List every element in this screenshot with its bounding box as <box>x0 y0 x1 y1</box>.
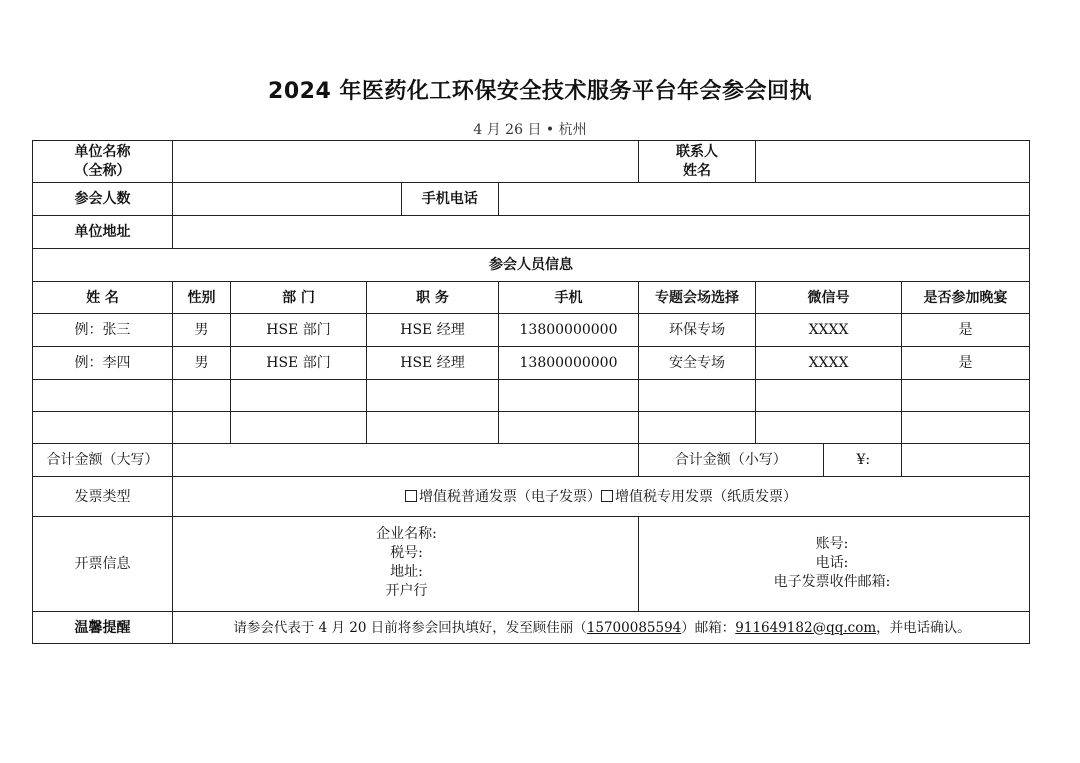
tax-number-field[interactable]: 税号: <box>390 545 423 561</box>
attendee-section-title: 参会人员信息 <box>33 249 1030 282</box>
invoice-type-row <box>33 477 1030 517</box>
table-cell[interactable]: 例：李四 <box>33 347 173 380</box>
table-cell[interactable] <box>231 380 367 412</box>
currency-symbol: ¥: <box>856 452 871 468</box>
invoice-info-left <box>173 517 639 612</box>
table-cell[interactable] <box>33 380 173 412</box>
table-cell[interactable] <box>756 380 902 412</box>
table-cell[interactable]: XXXX <box>756 347 902 380</box>
table-cell[interactable] <box>499 380 639 412</box>
address-label: 单位地址 <box>33 216 173 249</box>
phone-field[interactable] <box>499 183 1030 216</box>
reminder-label: 温馨提醒 <box>33 612 173 644</box>
address-field[interactable] <box>173 216 1030 249</box>
table-cell[interactable]: 男 <box>173 347 231 380</box>
invoice-option-general: 增值税普通发票（电子发票） <box>419 488 601 505</box>
table-cell[interactable] <box>902 412 1030 444</box>
unit-name-field[interactable] <box>173 141 639 183</box>
contact-email-link[interactable]: 911649182@qq.com <box>735 619 877 636</box>
table-cell[interactable]: HSE 部门 <box>231 314 367 347</box>
invoice-info-right <box>639 517 1030 612</box>
column-header: 手机 <box>499 282 639 314</box>
table-cell[interactable]: 环保专场 <box>639 314 756 347</box>
form-title: 2024 年医药化工环保安全技术服务平台年会参会回执 <box>268 79 812 104</box>
table-cell[interactable]: 13800000000 <box>499 314 639 347</box>
table-cell[interactable]: 13800000000 <box>499 347 639 380</box>
phone-label: 手机电话 <box>421 191 478 207</box>
table-cell[interactable]: 是 <box>902 347 1030 380</box>
table-cell[interactable]: HSE 经理 <box>367 347 499 380</box>
invoice-info-row <box>33 517 1030 612</box>
contact-name-field[interactable] <box>756 141 1030 183</box>
table-cell[interactable] <box>231 412 367 444</box>
table-cell[interactable] <box>367 380 499 412</box>
reminder-row <box>33 612 1030 644</box>
table-cell[interactable] <box>902 380 1030 412</box>
total-upper-field[interactable] <box>173 444 639 477</box>
attendee-phone-subtable <box>173 183 498 215</box>
table-cell[interactable] <box>173 380 231 412</box>
table-row <box>33 314 1030 347</box>
invoice-option-special: 增值税专用发票（纸质发票） <box>615 488 797 505</box>
registration-form-table <box>32 140 1030 644</box>
column-header: 专题会场选择 <box>639 282 756 314</box>
bank-field[interactable]: 开户行 <box>385 583 428 599</box>
company-name-field[interactable]: 企业名称: <box>376 526 437 542</box>
table-cell[interactable] <box>639 412 756 444</box>
total-lower-label: 合计金额（小写） <box>639 444 823 476</box>
table-cell[interactable]: HSE 部门 <box>231 347 367 380</box>
table-cell[interactable] <box>756 412 902 444</box>
total-upper-label: 合计金额（大写） <box>33 444 173 477</box>
total-lower-subtable <box>639 444 901 476</box>
invoice-phone-field[interactable]: 电话: <box>815 555 849 571</box>
contact-name-label: 联系人 姓名 <box>639 141 756 183</box>
attendee-count-field[interactable] <box>173 183 401 215</box>
attendee-count-label: 参会人数 <box>33 183 173 216</box>
total-lower-cell <box>639 444 902 477</box>
attendee-section-row <box>33 249 1030 282</box>
attendee-count-cell <box>173 183 499 216</box>
table-row <box>33 347 1030 380</box>
table-row <box>33 380 1030 412</box>
invoice-address-field[interactable]: 地址: <box>390 564 423 580</box>
column-header: 微信号 <box>756 282 902 314</box>
table-cell[interactable] <box>173 412 231 444</box>
table-cell[interactable]: 男 <box>173 314 231 347</box>
invoice-email-field[interactable]: 电子发票收件邮箱: <box>773 574 891 590</box>
unit-name-label: 单位名称 （全称） <box>33 141 173 183</box>
account-field[interactable]: 账号: <box>815 536 849 552</box>
table-cell[interactable]: 是 <box>902 314 1030 347</box>
column-header: 性别 <box>173 282 231 314</box>
event-date-location: 4 月 26 日 • 杭州 <box>473 122 587 138</box>
attendee-count-row <box>33 183 1030 216</box>
table-cell[interactable]: 例：张三 <box>33 314 173 347</box>
table-cell[interactable]: XXXX <box>756 314 902 347</box>
total-lower-field[interactable] <box>902 444 1030 477</box>
address-row <box>33 216 1030 249</box>
contact-phone-link[interactable]: 15700085594 <box>586 619 682 636</box>
table-cell[interactable]: HSE 经理 <box>367 314 499 347</box>
unit-name-row <box>33 141 1030 183</box>
table-row <box>33 412 1030 444</box>
table-cell[interactable]: 安全专场 <box>639 347 756 380</box>
table-cell[interactable] <box>639 380 756 412</box>
invoice-type-label: 发票类型 <box>33 477 173 517</box>
reminder-text: 请参会代表于 4 月 20 日前将参会回执填好，发至顾佳丽（15700085594）邮箱：911649182@qq.com，并电话确认。 <box>173 612 1030 644</box>
column-header: 部 门 <box>231 282 367 314</box>
invoice-type-options <box>173 477 1030 517</box>
table-cell[interactable] <box>499 412 639 444</box>
attendee-header-row <box>33 282 1030 314</box>
table-cell[interactable] <box>367 412 499 444</box>
checkbox-general-invoice[interactable] <box>405 490 417 502</box>
column-header: 是否参加晚宴 <box>902 282 1030 314</box>
checkbox-special-invoice[interactable] <box>601 490 613 502</box>
invoice-info-label: 开票信息 <box>33 517 173 612</box>
column-header: 职 务 <box>367 282 499 314</box>
total-amount-row <box>33 444 1030 477</box>
column-header: 姓 名 <box>33 282 173 314</box>
table-cell[interactable] <box>33 412 173 444</box>
